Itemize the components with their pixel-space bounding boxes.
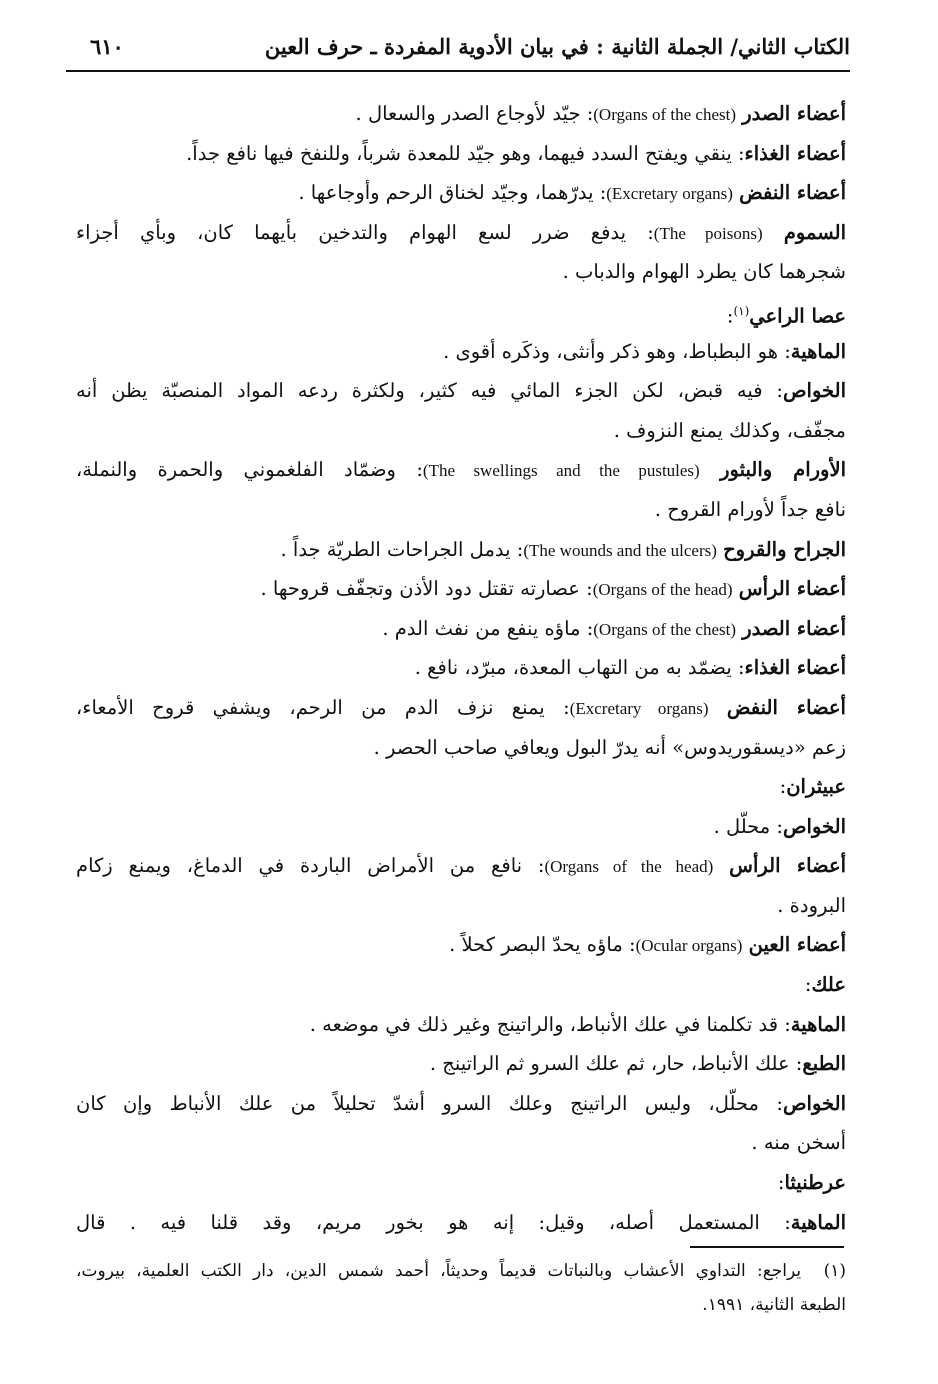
entry-term: الأورام والبثور (720, 458, 846, 482)
entry-text: : يضمّد به من التهاب المعدة، مبرّد، نافع . (414, 656, 745, 680)
entry-text: : يدفع ضرر لسع الهوام والتدخين بأيهما كان، وبأي أجزاء (76, 220, 654, 244)
text-line (76, 886, 846, 926)
entry-text: : ماؤه ينفع من نفث الدم . (382, 616, 594, 640)
text-line (76, 530, 846, 570)
entry-text: : وضمّاد الفلغموني والحمرة والنملة، (76, 458, 423, 482)
entry-term: الخواص (782, 1091, 846, 1115)
entry-text: البرودة . (777, 893, 846, 917)
latin-gloss: (Organs of the head) (544, 857, 714, 877)
entry-term: الماهية (790, 1012, 846, 1036)
entry-text: : علك الأنباط، حار، ثم علك السرو ثم الراتينج . (429, 1052, 803, 1076)
entry-term: الخواص (782, 379, 846, 403)
entry-text: : (726, 304, 734, 328)
footnote-line (76, 1254, 846, 1288)
entry-text: : محلّل . (713, 814, 783, 838)
entry-term: علك (811, 973, 846, 997)
entry-text: : ينقي ويفتح السدد فيهما، وهو جيّد للمعدة شرباً، وللنفخ فيها نافع جداً. (186, 141, 745, 165)
entry-text: شجرهما كان يطرد الهوام والدباب . (562, 260, 846, 284)
footnote-text-1: يراجع: التداوي الأعشاب وبالنباتات قديماً وحديثاً، أحمد شمس الدين، دار الكتب العلمية، بيروت، (76, 1261, 802, 1281)
entry-text: : فيه قبض، لكن الجزء المائي فيه كثير، ولكثرة ردعه المواد المنصبّة يظن أنه (76, 379, 783, 403)
text-line (76, 609, 846, 649)
entry-term: أعضاء الصدر (742, 102, 846, 125)
text-line (76, 569, 846, 609)
text-line (76, 1005, 846, 1045)
latin-gloss: (Excretary organs) (606, 184, 733, 204)
text-line (76, 94, 846, 134)
entry-term: أعضاء الرأس (738, 577, 846, 601)
text-line (76, 173, 846, 213)
latin-gloss: (Organs of the chest) (593, 105, 736, 124)
text-line (76, 688, 846, 728)
latin-gloss: (Excretary organs) (569, 698, 709, 718)
page-number: ٦١٠ (90, 34, 124, 59)
text-line (76, 490, 846, 530)
entry-text: : هو البطباط، وهو ذكر وأنثى، وذكَره أقوى . (443, 339, 791, 363)
page-body (76, 94, 846, 1242)
entry-text: : نافع من الأمراض الباردة في الدماغ، ويمنع زكام (76, 854, 545, 878)
entry-text: أسخن منه . (751, 1131, 846, 1155)
latin-gloss: (The wounds and the ulcers) (523, 540, 717, 560)
text-line (76, 767, 846, 807)
entry-text: مجفّف، وكذلك يمنع النزوف . (613, 418, 846, 442)
entry-term: عرطنيثا (784, 1171, 846, 1195)
latin-gloss: (Ocular organs) (635, 936, 743, 956)
entry-term: الماهية (790, 1210, 846, 1234)
header-rule (66, 70, 850, 72)
latin-gloss: (Organs of the head) (592, 580, 733, 600)
entry-text: : جيّد لأوجاع الصدر والسعال . (355, 102, 594, 125)
entry-term: أعضاء النفض (739, 181, 846, 205)
text-line (76, 728, 846, 768)
latin-gloss: (Organs of the chest) (593, 619, 736, 639)
text-line (76, 1084, 846, 1124)
latin-gloss: (The poisons) (653, 223, 763, 243)
entry-text: : قد تكلمنا في علك الأنباط، والراتينج وغير ذلك في موضعه . (309, 1012, 791, 1036)
entry-text: : يدرّهما، وجيّد لخناق الرحم وأوجاعها . (298, 181, 607, 205)
text-line (76, 807, 846, 847)
entry-text: : (804, 973, 812, 997)
entry-text: : يمنع نزف الدم من الرحم، ويشفي قروح الأمعاء، (76, 695, 570, 719)
footnote-reference: (١) (733, 303, 750, 318)
text-line (76, 450, 846, 490)
entry-term: السموم (783, 220, 846, 244)
text-line (76, 371, 846, 411)
text-line (76, 1163, 846, 1203)
latin-gloss: (The swellings and the pustules) (422, 461, 700, 481)
footnote (76, 1254, 846, 1322)
text-line (76, 846, 846, 886)
entry-text: : عصارته تقتل دود الأذن وتجفّف قروحها . (260, 577, 593, 601)
text-line (76, 292, 846, 332)
text-line (76, 252, 846, 292)
text-line (76, 1044, 846, 1084)
entry-text: : (777, 1171, 785, 1195)
entry-term: أعضاء الغذاء (744, 141, 846, 165)
entry-term: الماهية (790, 339, 846, 363)
entry-text: زعم «ديسقوريدوس» أنه يدرّ البول ويعافي صاحب الحصر . (373, 735, 846, 759)
entry-term: أعضاء النفض (726, 695, 846, 719)
text-line (76, 134, 846, 174)
text-line (76, 332, 846, 372)
entry-term: عبيثران (786, 775, 846, 799)
text-line (76, 1123, 846, 1163)
entry-term: الخواص (782, 814, 846, 838)
text-line (76, 648, 846, 688)
text-line (76, 213, 846, 253)
entry-term: أعضاء العين (748, 933, 846, 957)
footnote-marker: (١) (823, 1261, 846, 1281)
text-line (76, 925, 846, 965)
entry-term: أعضاء الرأس (729, 854, 846, 878)
entry-text: نافع جداً لأورام القروح . (654, 497, 846, 521)
text-line (76, 411, 846, 451)
entry-term: أعضاء الصدر (742, 616, 846, 640)
page-header (66, 30, 850, 70)
entry-text: : محلّل، وليس الراتينج وعلك السرو أشدّ تحليلاً من علك الأنباط وإن كان (76, 1091, 783, 1115)
entry-text: : المستعمل أصله، وقيل: إنه هو بخور مريم، وقد قلنا فيه . قال (76, 1210, 791, 1234)
text-line (76, 1203, 846, 1243)
entry-term: عصا الراعي (749, 304, 846, 328)
entry-text: : يدمل الجراحات الطريّة جداً . (280, 537, 524, 561)
footnote-rule (690, 1246, 844, 1248)
running-title: الكتاب الثاني/ الجملة الثانية : في بيان الأدوية المفردة ـ حرف العين (264, 34, 850, 59)
footnote-line (76, 1288, 846, 1322)
entry-text: : ماؤه يحدّ البصر كحلاً . (449, 933, 636, 957)
entry-text: : (779, 775, 787, 799)
footnote-text-2: الطبعة الثانية، ١٩٩١. (702, 1295, 846, 1315)
text-line (76, 965, 846, 1005)
entry-term: الطبع (802, 1052, 846, 1076)
entry-term: أعضاء الغذاء (744, 656, 846, 680)
entry-term: الجراح والقروح (723, 537, 846, 561)
